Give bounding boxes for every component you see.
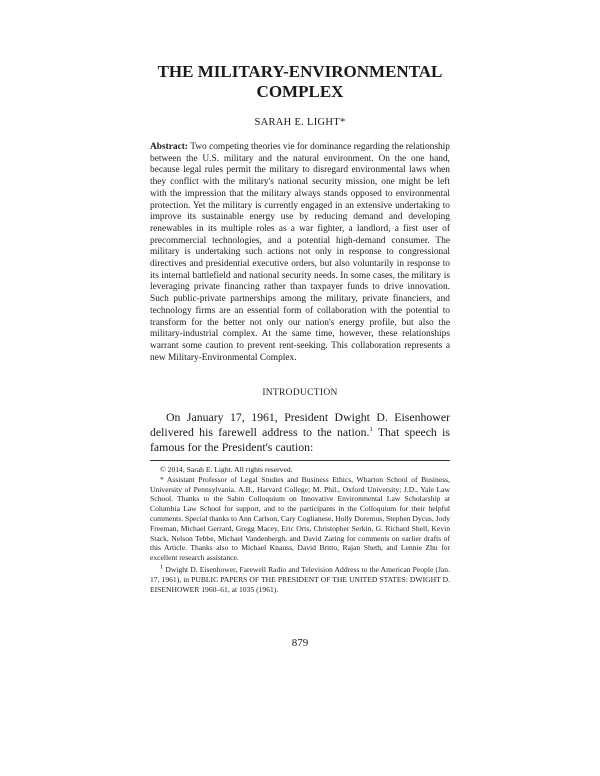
title-line-2: COMPLEX (256, 82, 344, 101)
footnotes (150, 465, 450, 594)
footnote-1 (150, 565, 450, 594)
footnote-divider (150, 460, 450, 461)
title-line-1: THE MILITARY-ENVIRONMENTAL (157, 62, 443, 81)
body-text-part-2: That speech is famous for the President's caution: (150, 425, 450, 455)
author-footnote: * Assistant Professor of Legal Studies and Business Ethics, Wharton School of Business, University of Pennsylvania. A.B., Harvard College; M. Phil., Oxford University; J.D., Yale Law School. Thanks to the Sabin Colloquium on Innovative Environmental Law Scholarship at Columbia Law School for support, and to the participants in the Colloquium for their helpful comments. Special thanks to Ann Carlson, Cary Coglianese, Holly Doremus, Stephen Dycus, Jody Freeman, Michael Gerrard, Gregg Macey, Eric Orts, Christopher Serkin, G. Richard Shell, Kevin Stack, Nelson Tebbe, Michael Vandenbergh, and David Zaring for comments on earlier drafts of this Article. Thanks also to Michael Knauss, David Britto, Rajan Sheth, and Lennie Zhu for excellent research assistance. (150, 474, 450, 563)
abstract-label: Abstract: (150, 142, 189, 152)
section-heading: INTRODUCTION (262, 388, 338, 398)
footnote-ref-1[interactable]: 1 (369, 426, 373, 434)
footnote-1-text: Dwight D. Eisenhower, Farewell Radio and Television Address to the American People (Jan. 17, 1961), in PUBLIC PAPERS OF THE PRESIDENT OF THE UNITED STATES: DWIGHT D. EISENHOWER 1960–61, at 1035 (1961). (150, 564, 450, 594)
footnote-1-marker: 1 (160, 563, 164, 571)
page-number: 879 (291, 637, 309, 649)
body-text-part-1: On January 17, 1961, President Dwight D. Eisenhower delivered his farewell address to the nation. (150, 410, 450, 440)
author-name: SARAH E. LIGHT* (254, 117, 346, 128)
abstract (150, 142, 450, 364)
abstract-text: Two competing theories vie for dominance regarding the relationship between the U.S. military and the natural environment. On the one hand, because legal rules permit the military to disregard environmental laws when they conflict with the military's national security mission, one might be left with the impression that the military always stands opposed to environmental protection. Yet the military is currently engaged in an extensive undertaking to improve its sustainable energy use by reducing demand and developing renewables in its multiple roles as a war fighter, a landlord, a first user of precommercial technologies, and a potential high-demand consumer. The military is undertaking such actions not only in response to congressional directives and presidential executive orders, but also voluntarily in response to its internal battlefield and national security needs. In some cases, the military is leveraging private financing rather than taxpayer funds to drive innovation. Such public-private partnerships among the military, private financiers, and technology firms are an essential form of collaboration with the potential to transform for the better not only our nation's energy profile, but also the military-industrial complex. At the same time, however, these relationships warrant some caution to prevent rent-seeking. This collaboration represents a new Military-Environmental Complex. (150, 142, 450, 363)
article-title (100, 62, 500, 102)
copyright-notice: © 2014, Sarah E. Light. All rights reserved. (160, 465, 293, 474)
body-paragraph (150, 410, 450, 456)
